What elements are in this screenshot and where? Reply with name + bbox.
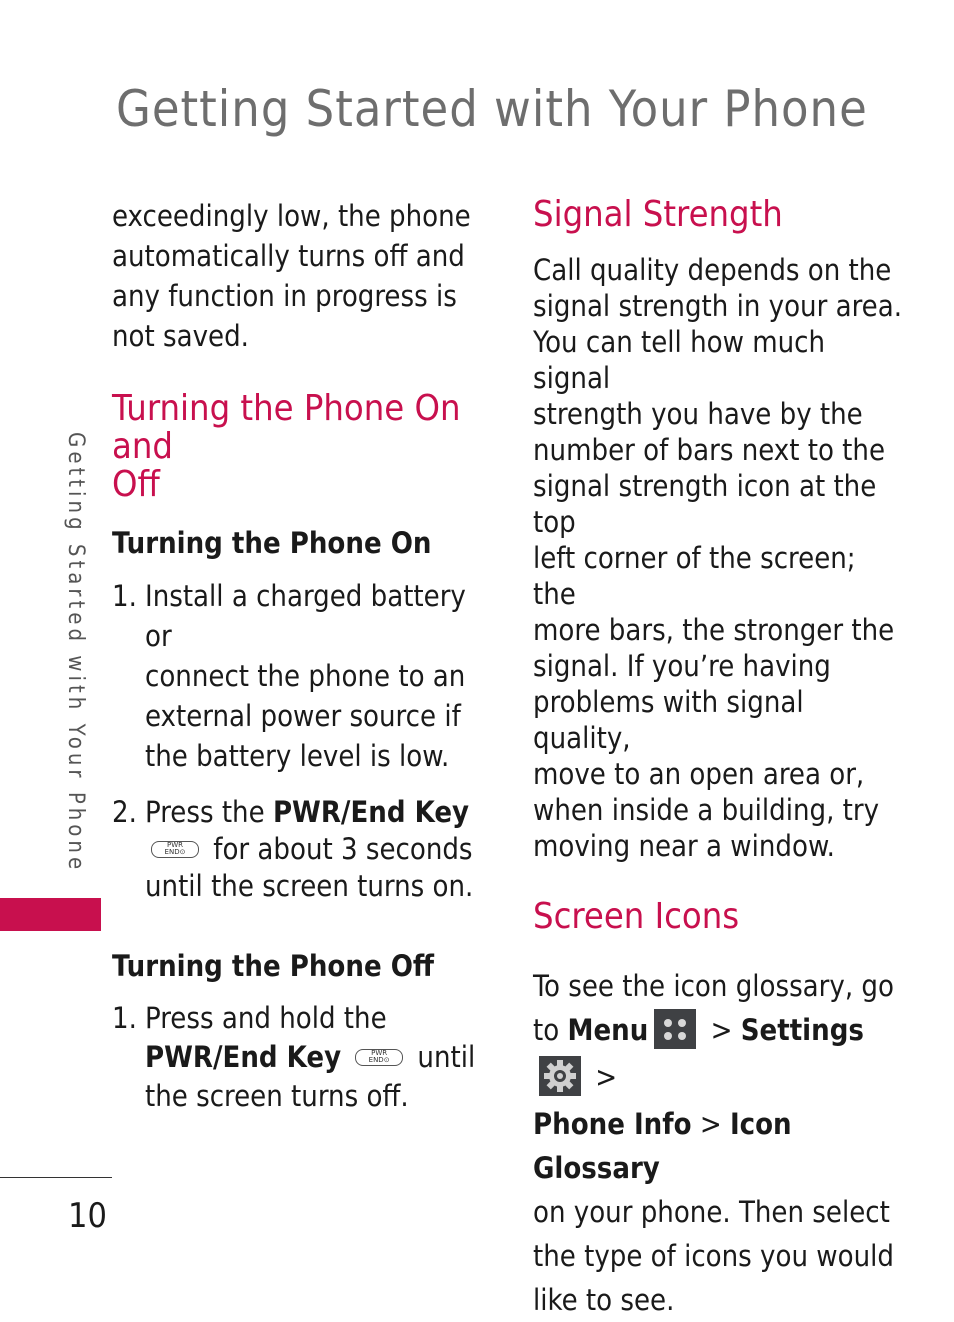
page-title: Getting Started with Your Phone	[116, 80, 868, 138]
text-line: Install a charged battery or	[145, 579, 466, 653]
settings-label: Settings	[740, 1013, 864, 1047]
text-line: signal strength icon at the top	[533, 469, 877, 539]
step-number: 1.	[112, 579, 137, 613]
signal-paragraph	[533, 252, 903, 864]
icon-glossary-label: Icon Glossary	[533, 1107, 792, 1185]
text-line: more bars, the stronger the	[533, 613, 895, 647]
side-section-label: Getting Started with Your Phone	[63, 432, 88, 874]
heading-line: Turning the Phone On and	[112, 388, 461, 467]
text-line: problems with signal quality,	[533, 685, 804, 755]
step-text: for about 3 seconds	[213, 832, 473, 866]
step-off-1	[112, 999, 484, 1116]
step-on-1	[112, 576, 484, 776]
section-heading-signal: Signal Strength	[533, 194, 783, 235]
power-end-key-icon: PWR END⊙	[355, 1049, 403, 1066]
text-line: left corner of the screen; the	[533, 541, 856, 611]
text-line: exceedingly low, the phone	[112, 199, 471, 233]
right-column	[533, 196, 903, 1322]
text-line	[145, 794, 484, 831]
text-line: To see the icon glossary, go	[533, 969, 894, 1003]
text-line: on your phone. Then select	[533, 1195, 890, 1229]
text-line: Phone Info > Icon Glossary	[533, 1107, 792, 1185]
text-line: to Menu > Settings >	[533, 1008, 903, 1102]
step-number: 2.	[112, 795, 137, 829]
power-end-key-icon: PWR END⊙	[151, 841, 199, 858]
text-line: the screen turns off.	[145, 1079, 409, 1113]
text-line: the battery level is low.	[145, 739, 450, 773]
text-line: the type of icons you would	[533, 1239, 894, 1273]
key-name: PWR/End Key	[272, 795, 470, 829]
text-line: moving near a window.	[533, 829, 835, 863]
text-line: signal strength in your area.	[533, 289, 902, 323]
text-line	[145, 1038, 484, 1077]
left-column	[112, 196, 484, 1116]
subheading-phone-off: Turning the Phone Off	[112, 949, 435, 983]
section-heading-screen-icons: Screen Icons	[533, 896, 740, 937]
phone-info-label: Phone Info	[533, 1107, 692, 1141]
text-line: not saved.	[112, 319, 249, 353]
step-on-2	[112, 794, 484, 905]
heading-line: Off	[112, 464, 160, 505]
text-line	[145, 831, 484, 868]
side-tab-marker	[0, 898, 101, 931]
text-line: any function in progress is	[112, 279, 457, 313]
text-line: Press and hold the	[145, 1001, 387, 1035]
screen-icons-paragraph	[533, 964, 903, 1322]
text-line: You can tell how much signal	[533, 325, 826, 395]
step-number: 1.	[112, 1001, 137, 1035]
section-heading-power	[112, 390, 484, 504]
text-line: number of bars next to the	[533, 433, 886, 467]
intro-paragraph	[112, 196, 484, 356]
footer-divider	[0, 1177, 112, 1178]
text-line: Call quality depends on the	[533, 253, 892, 287]
settings-gear-icon	[539, 1056, 581, 1096]
page-number: 10	[68, 1196, 107, 1236]
menu-label: Menu	[567, 1013, 649, 1047]
key-name: PWR/End Key	[145, 1040, 342, 1074]
text-line: automatically turns off and	[112, 239, 465, 273]
text-line: move to an open area or,	[533, 757, 865, 791]
menu-grid-icon	[654, 1009, 696, 1049]
text-line: connect the phone to an	[145, 659, 466, 693]
step-text: Press the	[145, 795, 273, 829]
text-line: like to see.	[533, 1283, 675, 1317]
text-line: strength you have by the	[533, 397, 863, 431]
text-line: when inside a building, try	[533, 793, 880, 827]
subheading-phone-on: Turning the Phone On	[112, 526, 432, 560]
text-line: until the screen turns on.	[145, 869, 474, 903]
text-line: external power source if	[145, 699, 461, 733]
text-line: signal. If you’re having	[533, 649, 831, 683]
step-text: until	[417, 1040, 476, 1074]
